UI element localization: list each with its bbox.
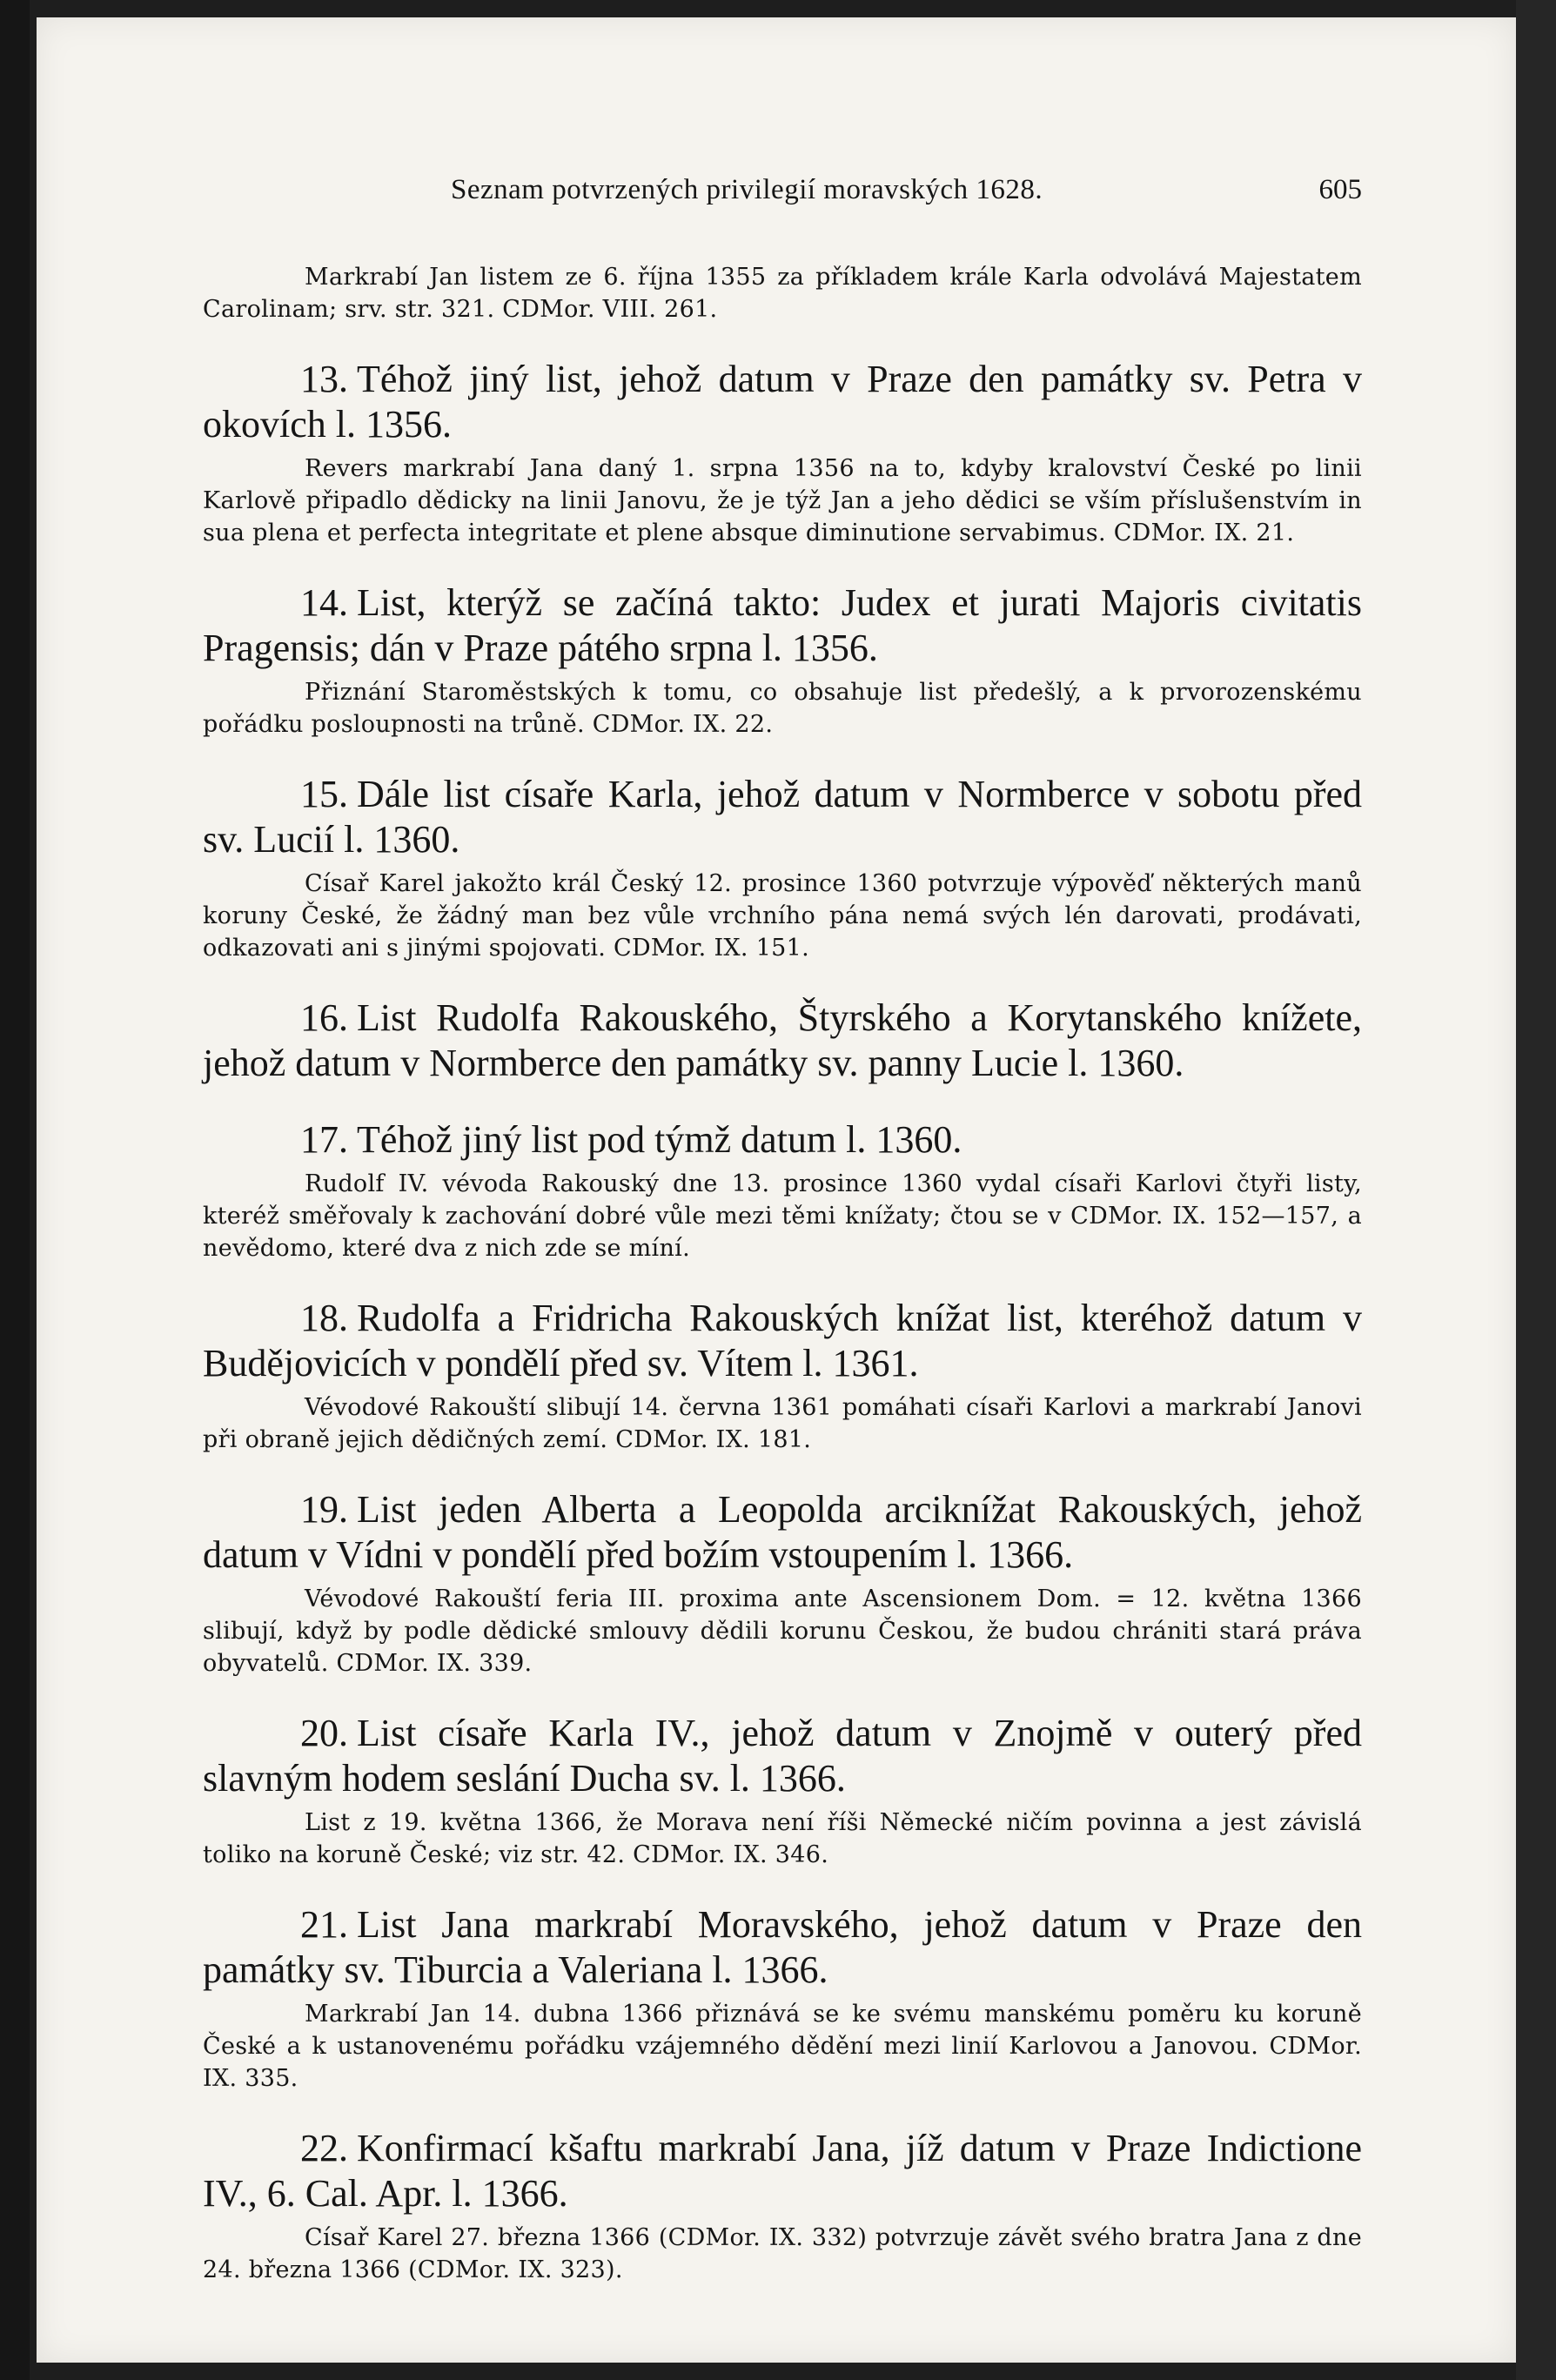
entry-number: 20. [300,1712,348,1754]
entry-14 [203,580,1362,741]
intro-note: Markrabí Jan listem ze 6. října 1355 za příkladem krále Karla odvolává Majestatem Carolinam; srv. str. 321. CDMor. VIII. 261. [203,264,1362,323]
entry-heading [203,1487,1362,1578]
entry-note: Přiznání Staroměstských k tomu, co obsahuje list předešlý, a k prvorozenskému pořádku posloupnosti na trůně. CDMor. IX. 22. [203,679,1362,738]
entry-note: Markrabí Jan 14. dubna 1366 přiznává se ke svému manskému poměru ku koruně České a k ustanovenému pořádku vzájemného dědění mezi linií Karlovou a Janovou. CDMor. IX. 335. [203,2001,1362,2092]
entry-number: 15. [300,773,348,815]
entry-19 [203,1487,1362,1679]
page-number: 605 [1318,174,1362,205]
entry-22 [203,2126,1362,2286]
entry-heading-text: List, kterýž se začíná takto: Judex et jurati Majoris civitatis Pragensis; dán v Praze pátého srpna l. 1356. [203,581,1362,669]
entry-heading [203,1902,1362,1993]
entry-heading-text: List císaře Karla IV., jehož datum v Znojmě v outerý před slavným hodem seslání Ducha sv. l. 1366. [203,1712,1362,1800]
entry-number: 17. [300,1118,348,1161]
entry-note: Rudolf IV. vévoda Rakouský dne 13. prosince 1360 vydal císaři Karlovi čtyři listy, kteréž směřovaly k zachování dobré vůle mezi těmi knížaty; čtou se v CDMor. IX. 152—157, a nevědomo, které dva z nich zde se míní. [203,1170,1362,1262]
entry-15 [203,772,1362,964]
entry-heading [203,1296,1362,1386]
page-content [203,174,1362,2286]
entry-heading [203,357,1362,447]
entry-heading-text: Téhož jiný list, jehož datum v Praze den památky sv. Petra v okovích l. 1356. [203,358,1362,446]
entry-note: Vévodové Rakouští slibují 14. června 1361 pomáhati císaři Karlovi a markrabí Janovi při obraně jejich dědičných zemí. CDMor. IX. 181. [203,1394,1362,1453]
entry-note: Císař Karel 27. března 1366 (CDMor. IX. 332) potvrzuje závět svého bratra Jana z dne 24. března 1366 (CDMor. IX. 323). [203,2224,1362,2283]
entry-21 [203,1902,1362,2095]
entry-18 [203,1296,1362,1456]
entry-number: 13. [300,358,348,400]
running-head [203,174,1362,226]
entry-number: 19. [300,1488,348,1531]
entry-note: Revers markrabí Jana daný 1. srpna 1356 na to, kdyby kralovství České po linii Karlově připadlo dědicky na linii Janovu, že je týž Jan a jeho dědici se vším příslušenstvím in sua plena et perfecta integritate et plene absque diminutione servabimus. CDMor. IX. 21. [203,455,1362,546]
entry-heading [203,580,1362,671]
entry-heading-text: Rudolfa a Fridricha Rakouských knížat list, kteréhož datum v Budějovicích v pondělí před sv. Vítem l. 1361. [203,1297,1362,1384]
entry-heading [203,772,1362,862]
entry-note: Císař Karel jakožto král Český 12. prosince 1360 potvrzuje výpověď některých manů koruny České, že žádný man bez vůle vrchního pána nemá svých lén darovati, prodávati, odkazovati ani s jinými spojovati. CDMor. IX. 151. [203,870,1362,962]
entry-heading [203,996,1362,1086]
entry-heading-text: List Jana markrabí Moravského, jehož datum v Praze den památky sv. Tiburcia a Valeriana l. 1366. [203,1903,1362,1991]
entry-number: 16. [300,996,348,1039]
entry-13 [203,357,1362,549]
entry-heading-text: List jeden Alberta a Leopolda arciknížat Rakouských, jehož datum v Vídni v pondělí před božím vstoupením l. 1366. [203,1488,1362,1576]
entry-number: 21. [300,1903,348,1946]
entry-17 [203,1117,1362,1264]
entry-16 [203,996,1362,1086]
entry-number: 18. [300,1297,348,1339]
entry-note: Vévodové Rakouští feria III. proxima ante Ascensionem Dom. = 12. května 1366 slibují, když by podle dědické smlouvy dědili korunu Českou, že budou chrániti stará práva obyvatelů. CDMor. IX. 339. [203,1586,1362,1677]
entry-heading [203,1117,1362,1163]
running-title: Seznam potvrzených privilegií moravských 1628. [451,174,1043,205]
entry-note: List z 19. května 1366, že Morava není říši Německé ničím povinna a jest závislá toliko na koruně České; viz str. 42. CDMor. IX. 346. [203,1809,1362,1868]
entry-heading-text: List Rudolfa Rakouského, Štyrského a Korytanského knížete, jehož datum v Normberce den památky sv. panny Lucie l. 1360. [203,996,1362,1084]
entry-heading [203,1711,1362,1801]
entry-number: 22. [300,2127,348,2169]
entry-20 [203,1711,1362,1871]
entry-number: 14. [300,581,348,624]
entry-heading-text: Dále list císaře Karla, jehož datum v Normberce v sobotu před sv. Lucií l. 1360. [203,773,1362,861]
entry-heading [203,2126,1362,2216]
scan-left-margin [0,0,30,2380]
entry-heading-text: Téhož jiný list pod týmž datum l. 1360. [357,1118,962,1161]
entry-heading-text: Konfirmací kšaftu markrabí Jana, jíž datum v Praze Indictione IV., 6. Cal. Apr. l. 1366. [203,2127,1362,2215]
scan-right-margin [1516,0,1556,2380]
